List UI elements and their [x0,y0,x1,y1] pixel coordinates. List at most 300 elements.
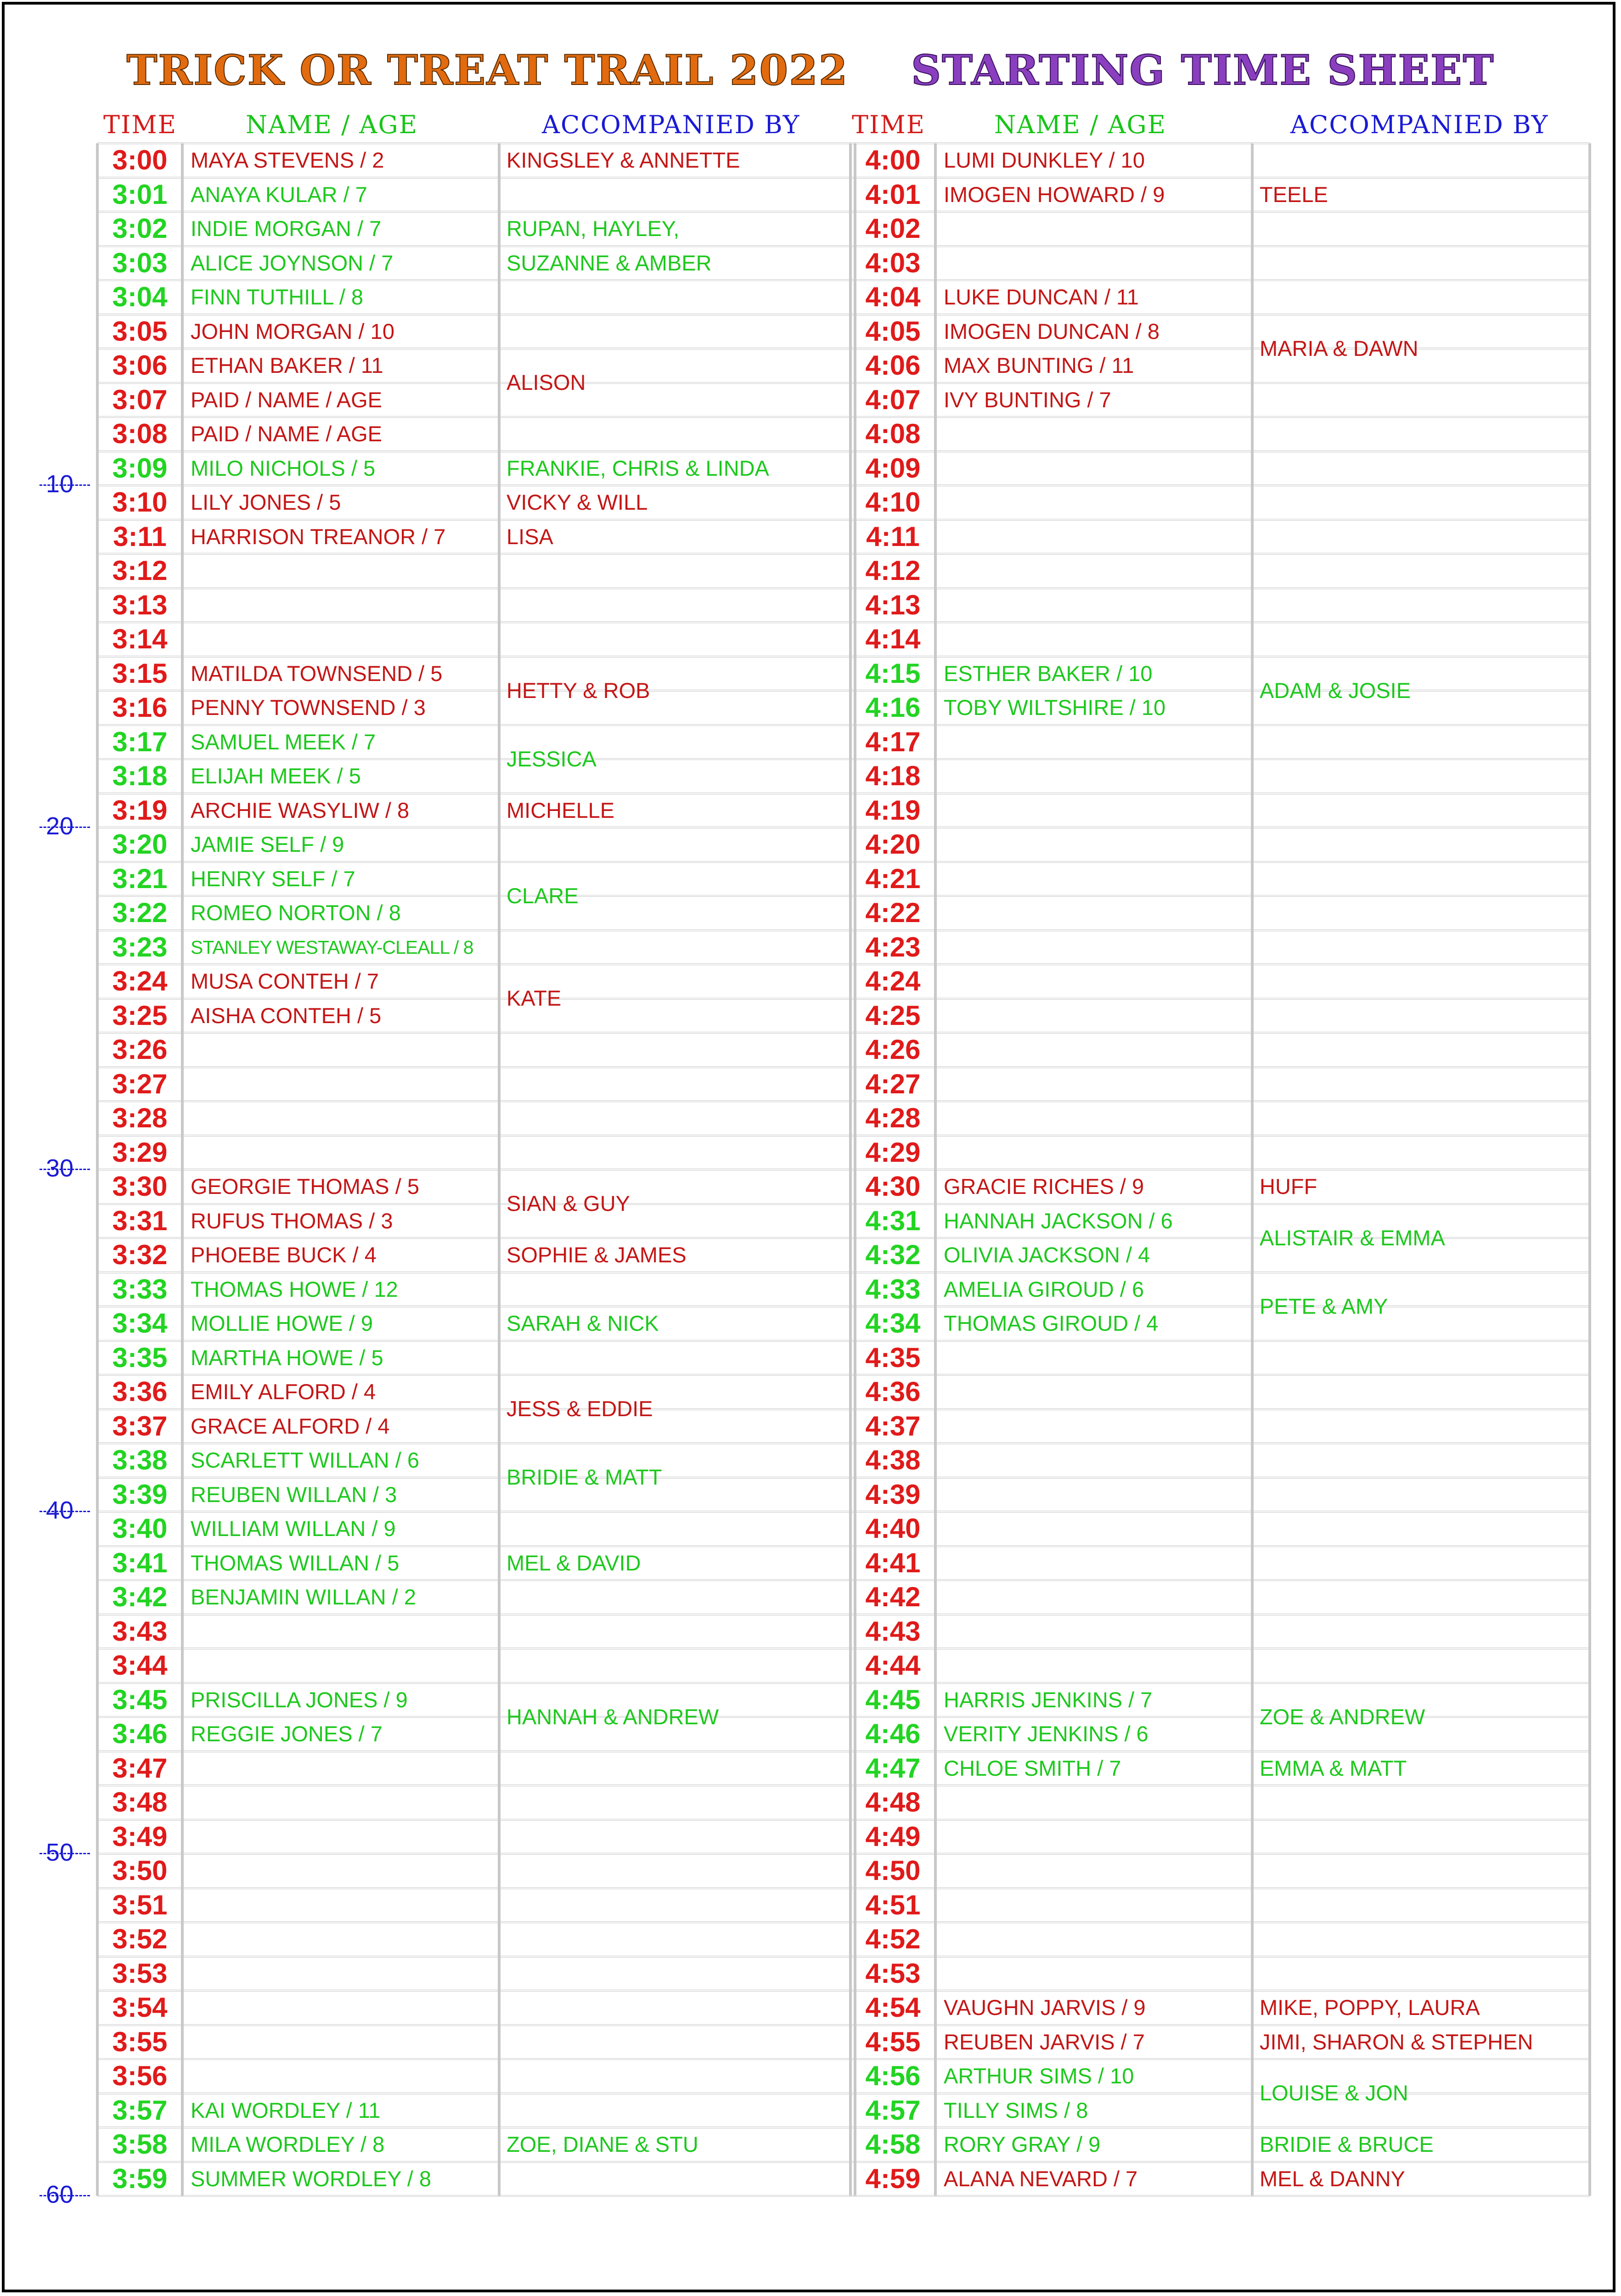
table-row [97,1375,1590,1409]
header-accompanied-right: ACCOMPANIED BY [1290,110,1549,139]
start-time: 3:02 [112,213,168,244]
start-time: 4:41 [865,1547,921,1578]
accompanied-by: SUZANNE & AMBER [507,250,712,275]
child-name-age: REUBEN WILLAN / 3 [191,1482,397,1507]
header-time-left: TIME [103,110,177,139]
child-name-age: STANLEY WESTAWAY-CLEALL / 8 [191,936,473,958]
table-row [97,1409,1590,1444]
start-time: 3:42 [112,1581,168,1612]
start-time: 3:20 [112,829,168,860]
child-name-age: SAMUEL MEEK / 7 [191,729,376,754]
child-name-age: ROMEO NORTON / 8 [191,900,401,925]
table-row [97,1478,1590,1512]
accompanied-by: MARIA & DAWN [1260,336,1418,360]
margin-mark [46,812,73,840]
start-time: 3:01 [112,179,168,210]
child-name-age: BENJAMIN WILLAN / 2 [191,1585,416,1609]
start-time: 3:45 [112,1684,168,1715]
child-name-age: SCARLETT WILLAN / 6 [191,1448,419,1472]
accompanied-by: HANNAH & ANDREW [507,1704,719,1729]
margin-mark-label: 50 [46,1839,74,1866]
child-name-age: PENNY TOWNSEND / 3 [191,695,426,720]
accompanied-by: ALISTAIR & EMMA [1260,1225,1445,1250]
start-time: 4:36 [865,1376,921,1407]
child-name-age [935,1957,1261,1991]
start-time: 3:58 [112,2129,168,2160]
child-name-age [935,1478,1261,1512]
table-row [97,1785,1590,1820]
child-name-age: ELIJAH MEEK / 5 [191,764,361,788]
child-name-age: GRACE ALFORD / 4 [191,1413,390,1438]
start-time: 4:58 [865,2129,921,2160]
child-name-age: HARRISON TREANOR / 7 [191,524,446,549]
start-time: 3:07 [112,384,168,415]
accompanied-by: SOPHIE & JAMES [507,1243,687,1267]
header-time-right: TIME [852,110,926,139]
table-row [97,964,1590,999]
child-name-age: MARTHA HOWE / 5 [191,1345,383,1370]
accompanied-by: JESSICA [507,746,597,771]
table-row [97,622,1590,657]
start-time: 4:59 [865,2163,921,2194]
child-name-age: MILO NICHOLS / 5 [191,456,376,480]
start-time: 3:21 [112,863,168,894]
table-row [97,1957,1590,1991]
accompanied-by: SARAH & NICK [507,1311,659,1335]
child-name-age [935,554,1261,588]
table-row [97,1649,1590,1683]
start-time: 4:22 [865,897,921,928]
start-time: 4:44 [865,1650,921,1681]
start-time: 4:24 [865,966,921,996]
accompanied-by: ALISON [507,370,586,395]
margin-mark [46,1496,73,1525]
child-name-age [935,930,1261,965]
start-time: 3:33 [112,1273,168,1305]
child-name-age [935,212,1261,246]
child-name-age [935,246,1261,281]
child-name-age [935,485,1261,520]
table-row [97,1033,1590,1067]
child-name-age: JOHN MORGAN / 10 [191,319,394,343]
table-row [97,383,1590,417]
child-name-age: ALICE JOYNSON / 7 [191,250,394,275]
child-name-age: PAID / NAME / AGE [191,387,383,412]
margin-mark-tick [39,484,90,486]
start-time: 3:40 [112,1513,168,1544]
start-time: 4:43 [865,1615,921,1647]
start-time: 4:54 [865,1992,921,2023]
child-name-age: REUBEN JARVIS / 7 [944,2029,1145,2054]
child-name-age: HARRIS JENKINS / 7 [944,1687,1153,1712]
accompanied-by: JIMI, SHARON & STEPHEN [1260,2029,1533,2054]
table-row [97,280,1590,315]
table-row [97,588,1590,623]
margin-mark [46,1838,73,1867]
child-name-age: MUSA CONTEH / 7 [191,969,379,993]
accompanied-by: LOUISE & JON [1260,2081,1408,2105]
start-time: 4:16 [865,692,921,723]
table-row [97,246,1590,281]
table-row [97,862,1590,896]
margin-mark-tick [39,827,90,828]
margin-mark-tick [39,2195,90,2196]
start-time: 3:14 [112,624,168,654]
start-time: 4:52 [865,1924,921,1954]
child-name-age [935,1341,1261,1375]
start-time: 3:57 [112,2094,168,2126]
start-time: 4:03 [865,247,921,278]
accompanied-by: ZOE & ANDREW [1260,1704,1425,1729]
child-name-age: VAUGHN JARVIS / 9 [944,1995,1146,2020]
accompanied-by: BRIDIE & MATT [507,1465,662,1490]
start-time: 4:55 [865,2026,921,2057]
start-time: 3:13 [112,589,168,620]
start-time: 3:19 [112,794,168,826]
table-row [97,417,1590,451]
child-name-age [935,862,1261,896]
start-time: 4:07 [865,384,921,415]
child-name-age [935,793,1261,828]
start-time: 4:37 [865,1410,921,1441]
child-name-age: THOMAS WILLAN / 5 [191,1550,400,1575]
child-name-age: PRISCILLA JONES / 9 [191,1687,408,1712]
start-time: 4:26 [865,1034,921,1065]
margin-mark-label: 30 [46,1154,74,1182]
title-event: TRICK OR TREAT TRAIL 2022 [126,46,849,95]
start-time: 4:56 [865,2060,921,2091]
start-time: 3:31 [112,1205,168,1236]
accompanied-by: PETE & AMY [1260,1294,1388,1318]
child-name-age: INDIE MORGAN / 7 [191,216,382,241]
start-time: 3:46 [112,1718,168,1749]
start-time: 4:10 [865,487,921,518]
start-time: 4:31 [865,1205,921,1236]
child-name-age: RUFUS THOMAS / 3 [191,1208,393,1233]
margin-mark [46,470,73,498]
start-time: 4:50 [865,1855,921,1886]
start-time: 3:36 [112,1376,168,1407]
start-time: 4:14 [865,624,921,654]
child-name-age [935,417,1261,451]
margin-mark-tick [39,1853,90,1854]
child-name-age [935,1785,1261,1820]
child-name-age: LUKE DUNCAN / 11 [944,285,1139,309]
accompanied-by: VICKY & WILL [507,490,648,514]
page-title [0,46,1621,95]
start-time: 4:45 [865,1684,921,1715]
start-time: 4:12 [865,555,921,586]
child-name-age: EMILY ALFORD / 4 [191,1379,376,1404]
child-name-age: SUMMER WORDLEY / 8 [191,2166,432,2191]
start-time: 4:28 [865,1103,921,1133]
start-time: 3:28 [112,1103,168,1133]
margin-mark-tick [39,1511,90,1512]
child-name-age [935,1033,1261,1067]
child-name-age [935,1546,1261,1581]
table-row [97,1170,1590,1204]
accompanied-by: KINGSLEY & ANNETTE [507,148,740,172]
start-time: 3:09 [112,452,168,484]
accompanied-by: ZOE, DIANE & STU [507,2132,698,2156]
child-name-age: AISHA CONTEH / 5 [191,1003,382,1028]
child-name-age: IVY BUNTING / 7 [944,387,1111,412]
child-name-age: GRACIE RICHES / 9 [944,1174,1144,1199]
child-name-age [935,725,1261,760]
header-name-right: NAME / AGE [994,110,1167,139]
start-time: 3:51 [112,1889,168,1920]
child-name-age: ANAYA KULAR / 7 [191,182,367,207]
child-name-age: AMELIA GIROUD / 6 [944,1277,1144,1301]
accompanied-by: MIKE, POPPY, LAURA [1260,1995,1480,2020]
accompanied-by: MICHELLE [507,798,615,822]
child-name-age: IMOGEN DUNCAN / 8 [944,319,1160,343]
start-time: 3:35 [112,1342,168,1373]
margin-mark-label: 40 [46,1497,74,1524]
child-name-age [935,588,1261,623]
child-name-age: LUMI DUNKLEY / 10 [944,148,1145,172]
start-time: 4:05 [865,315,921,347]
table-row [97,896,1590,930]
start-time: 3:55 [112,2026,168,2057]
accompanied-by: HUFF [1260,1174,1317,1199]
start-time: 3:26 [112,1034,168,1065]
child-name-age [935,999,1261,1033]
table-row [97,999,1590,1033]
table-row [97,1615,1590,1649]
accompanied-by: CLARE [507,883,579,908]
child-name-age [935,622,1261,657]
table-row [97,1136,1590,1170]
start-time: 4:13 [865,589,921,620]
start-time: 4:29 [865,1137,921,1168]
table-row [97,143,1590,178]
start-time: 3:05 [112,315,168,347]
child-name-age [935,1375,1261,1409]
child-name-age: MAX BUNTING / 11 [944,353,1134,377]
table-row [97,554,1590,588]
table-row [97,485,1590,520]
start-time: 4:49 [865,1821,921,1852]
start-time: 4:27 [865,1068,921,1099]
start-time: 3:30 [112,1171,168,1202]
child-name-age [935,520,1261,554]
start-time: 4:46 [865,1718,921,1749]
start-time: 3:38 [112,1445,168,1475]
accompanied-by: TEELE [1260,182,1328,207]
child-name-age [935,1067,1261,1102]
start-time: 4:01 [865,179,921,210]
margin-mark [46,1154,73,1182]
child-name-age: ESTHER BAKER / 10 [944,661,1153,686]
margin-mark-tick [39,1169,90,1170]
start-time: 4:51 [865,1889,921,1920]
child-name-age [935,1580,1261,1615]
child-name-age: JAMIE SELF / 9 [191,832,344,856]
start-time: 4:25 [865,1000,921,1031]
table-row [97,178,1590,212]
start-time: 3:18 [112,760,168,791]
child-name-age: MAYA STEVENS / 2 [191,148,384,172]
table-row [97,930,1590,965]
table-row [97,725,1590,760]
table-row [97,827,1590,862]
start-time: 4:21 [865,863,921,894]
margin-mark-label: 60 [46,2181,74,2208]
child-name-age: MATILDA TOWNSEND / 5 [191,661,443,686]
start-time: 4:35 [865,1342,921,1373]
table-row [97,1580,1590,1615]
table-row [97,451,1590,486]
start-time: 3:27 [112,1068,168,1099]
table-row [97,793,1590,828]
start-time: 4:34 [865,1308,921,1339]
table-row [97,212,1590,246]
start-time: 4:11 [866,521,920,552]
child-name-age [935,1922,1261,1957]
start-time: 4:40 [865,1513,921,1544]
table-row [97,1854,1590,1888]
start-time: 3:56 [112,2060,168,2091]
accompanied-by: ADAM & JOSIE [1260,678,1411,703]
start-time: 3:37 [112,1410,168,1441]
child-name-age [935,451,1261,486]
start-time: 3:29 [112,1137,168,1168]
start-time: 3:52 [112,1924,168,1954]
child-name-age: WILLIAM WILLAN / 9 [191,1516,396,1541]
child-name-age: MILA WORDLEY / 8 [191,2132,385,2156]
child-name-age [935,1820,1261,1854]
start-time: 3:54 [112,1992,168,2023]
child-name-age [935,1101,1261,1136]
accompanied-by: RUPAN, HAYLEY, [507,216,680,241]
child-name-age: ETHAN BAKER / 11 [191,353,383,377]
start-time: 4:19 [865,794,921,826]
start-time: 4:32 [865,1239,921,1270]
child-name-age [935,1854,1261,1888]
start-time: 3:06 [112,350,168,381]
table-row [97,1341,1590,1375]
child-name-age: CHLOE SMITH / 7 [944,1756,1121,1780]
start-time: 3:43 [112,1615,168,1647]
start-time: 3:22 [112,897,168,928]
start-time: 3:03 [112,247,168,278]
start-time: 4:23 [865,931,921,962]
child-name-age: HENRY SELF / 7 [191,866,355,891]
start-time: 4:09 [865,452,921,484]
start-time: 4:33 [865,1273,921,1305]
child-name-age: RORY GRAY / 9 [944,2132,1101,2156]
start-time: 3:47 [112,1752,168,1784]
table-row [97,759,1590,793]
table-row [97,1546,1590,1581]
child-name-age [935,1136,1261,1170]
table-row [97,1888,1590,1923]
start-time: 3:34 [112,1308,168,1339]
child-name-age: PAID / NAME / AGE [191,422,383,446]
accompanied-by: SIAN & GUY [507,1191,630,1216]
header-name-left: NAME / AGE [246,110,418,139]
child-name-age: THOMAS GIROUD / 4 [944,1311,1159,1335]
child-name-age: TOBY WILTSHIRE / 10 [944,695,1166,720]
child-name-age: ARCHIE WASYLIW / 8 [191,798,410,822]
child-name-age: HANNAH JACKSON / 6 [944,1208,1173,1233]
schedule-grid [97,143,1590,2196]
start-time: 4:57 [865,2094,921,2126]
child-name-age [935,1443,1261,1478]
start-time: 3:59 [112,2163,168,2194]
accompanied-by: JESS & EDDIE [507,1396,653,1421]
child-name-age [935,827,1261,862]
start-time: 3:24 [112,966,168,996]
child-name-age: IMOGEN HOWARD / 9 [944,182,1165,207]
child-name-age: VERITY JENKINS / 6 [944,1722,1148,1746]
child-name-age [935,1888,1261,1923]
child-name-age: THOMAS HOWE / 12 [191,1277,398,1301]
table-row [97,1443,1590,1478]
table-row [97,1101,1590,1136]
child-name-age [935,759,1261,793]
start-time: 4:53 [865,1958,921,1989]
start-time: 4:02 [865,213,921,244]
start-time: 4:15 [865,658,921,689]
start-time: 4:17 [865,726,921,757]
start-time: 3:48 [112,1787,168,1818]
table-row [97,520,1590,554]
start-time: 4:47 [865,1752,921,1784]
start-time: 3:10 [112,487,168,518]
accompanied-by: BRIDIE & BRUCE [1260,2132,1434,2156]
start-time: 4:18 [865,760,921,791]
child-name-age: GEORGIE THOMAS / 5 [191,1174,419,1199]
start-time: 4:00 [865,145,921,175]
child-name-age: KAI WORDLEY / 11 [191,2098,381,2122]
start-time: 4:04 [865,281,921,312]
start-time: 4:30 [865,1171,921,1202]
table-row [97,1820,1590,1854]
accompanied-by: KATE [507,986,562,1011]
start-time: 3:16 [112,692,168,723]
child-name-age: TILLY SIMS / 8 [944,2098,1088,2122]
accompanied-by: FRANKIE, CHRIS & LINDA [507,456,769,480]
accompanied-by: EMMA & MATT [1260,1756,1407,1780]
start-time: 3:12 [112,555,168,586]
title-sheet: STARTING TIME SHEET [911,46,1495,95]
margin-mark-label: 10 [46,470,74,498]
margin-mark [46,2180,73,2209]
table-row [97,1512,1590,1546]
start-time: 3:11 [113,521,167,552]
start-time: 3:04 [112,281,168,312]
start-time: 4:38 [865,1445,921,1475]
accompanied-by: MEL & DANNY [1260,2166,1405,2191]
start-time: 3:41 [112,1547,168,1578]
child-name-age: ALANA NEVARD / 7 [944,2166,1138,2191]
table-row [97,1922,1590,1957]
child-name-age: ARTHUR SIMS / 10 [944,2064,1134,2088]
child-name-age [935,964,1261,999]
accompanied-by: LISA [507,524,553,549]
start-time: 4:42 [865,1581,921,1612]
accompanied-by: MEL & DAVID [507,1550,641,1575]
child-name-age: MOLLIE HOWE / 9 [191,1311,373,1335]
start-time: 3:15 [112,658,168,689]
child-name-age [935,1409,1261,1444]
accompanied-by: HETTY & ROB [507,678,650,703]
start-time: 4:20 [865,829,921,860]
start-time: 4:48 [865,1787,921,1818]
header-accompanied-left: ACCOMPANIED BY [542,110,800,139]
